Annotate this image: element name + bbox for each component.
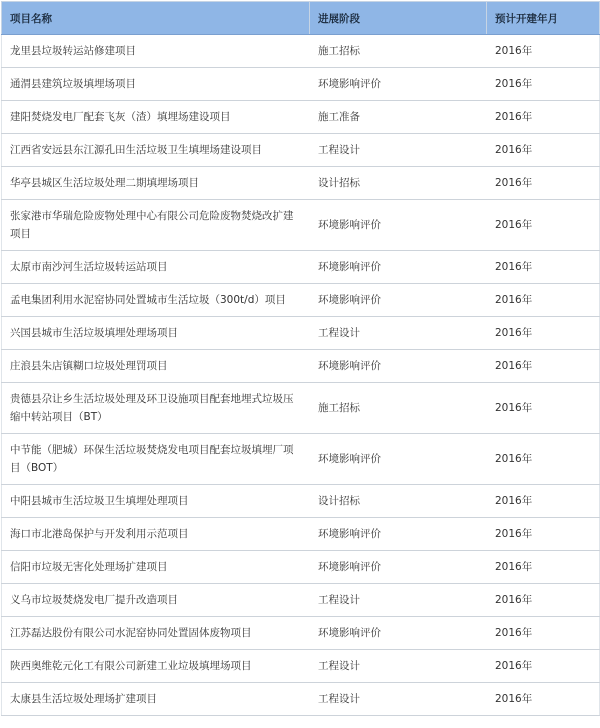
- table-row: [2, 383, 600, 434]
- project-name: 信阳市垃圾无害化处理场扩建项目: [2, 551, 310, 584]
- project-name: 太原市南沙河生活垃圾转运站项目: [2, 251, 310, 284]
- table-row: [2, 134, 600, 167]
- project-stage: 施工准备: [310, 101, 487, 134]
- header-row: [2, 2, 600, 35]
- table-row: [2, 35, 600, 68]
- project-name: 江西省安远县东江源孔田生活垃圾卫生填埋场建设项目: [2, 134, 310, 167]
- project-stage: 施工招标: [310, 35, 487, 68]
- project-year: 2016年: [487, 167, 600, 200]
- project-stage: 环境影响评价: [310, 350, 487, 383]
- project-year: 2016年: [487, 383, 600, 434]
- project-year: 2016年: [487, 518, 600, 551]
- project-name: 兴国县城市生活垃圾填埋处理场项目: [2, 317, 310, 350]
- table-row: [2, 200, 600, 251]
- project-table: [1, 1, 600, 716]
- project-name: 通渭县建筑垃圾填埋场项目: [2, 68, 310, 101]
- project-name: 庄浪县朱店镇糊口垃圾处理罚项目: [2, 350, 310, 383]
- project-stage: 施工招标: [310, 383, 487, 434]
- project-year: 2016年: [487, 584, 600, 617]
- table-row: [2, 683, 600, 716]
- project-year: 2016年: [487, 101, 600, 134]
- project-name: 贵德县尕让乡生活垃圾处理及环卫设施项目配套地埋式垃圾压缩中转站项目（BT）: [2, 383, 310, 434]
- table-row: [2, 284, 600, 317]
- project-stage: 环境影响评价: [310, 68, 487, 101]
- project-name: 张家港市华瑞危险废物处理中心有限公司危险废物焚烧改扩建项目: [2, 200, 310, 251]
- project-stage: 环境影响评价: [310, 200, 487, 251]
- project-stage: 环境影响评价: [310, 518, 487, 551]
- table-row: [2, 650, 600, 683]
- project-name: 龙里县垃圾转运站修建项目: [2, 35, 310, 68]
- project-name: 华亭县城区生活垃圾处理二期填埋场项目: [2, 167, 310, 200]
- project-name: 中阳县城市生活垃圾卫生填埋处理项目: [2, 485, 310, 518]
- table-row: [2, 518, 600, 551]
- project-year: 2016年: [487, 134, 600, 167]
- project-year: 2016年: [487, 617, 600, 650]
- project-stage: 环境影响评价: [310, 434, 487, 485]
- project-year: 2016年: [487, 251, 600, 284]
- project-name: 海口市北港岛保护与开发利用示范项目: [2, 518, 310, 551]
- table-row: [2, 251, 600, 284]
- project-name: 太康县生活垃圾处理场扩建项目: [2, 683, 310, 716]
- project-year: 2016年: [487, 434, 600, 485]
- project-year: 2016年: [487, 68, 600, 101]
- project-year: 2016年: [487, 551, 600, 584]
- table-row: [2, 350, 600, 383]
- project-year: 2016年: [487, 485, 600, 518]
- project-year: 2016年: [487, 350, 600, 383]
- table-row: [2, 485, 600, 518]
- table-row: [2, 167, 600, 200]
- project-year: 2016年: [487, 650, 600, 683]
- project-stage: 工程设计: [310, 650, 487, 683]
- header-name: 项目名称: [2, 2, 310, 35]
- project-stage: 环境影响评价: [310, 551, 487, 584]
- project-year: 2016年: [487, 200, 600, 251]
- project-stage: 设计招标: [310, 485, 487, 518]
- project-stage: 工程设计: [310, 584, 487, 617]
- project-name: 建阳焚烧发电厂配套飞灰（渣）填埋场建设项目: [2, 101, 310, 134]
- project-stage: 工程设计: [310, 134, 487, 167]
- project-name: 中节能（肥城）环保生活垃圾焚烧发电项目配套垃圾填埋厂项目（BOT）: [2, 434, 310, 485]
- table-row: [2, 617, 600, 650]
- table-row: [2, 101, 600, 134]
- project-name: 陕西奥维乾元化工有限公司新建工业垃圾填埋场项目: [2, 650, 310, 683]
- table-row: [2, 584, 600, 617]
- header-year: 预计开建年月: [487, 2, 600, 35]
- project-name: 江苏磊达股份有限公司水泥窑协同处置固体废物项目: [2, 617, 310, 650]
- project-stage: 环境影响评价: [310, 617, 487, 650]
- table-row: [2, 434, 600, 485]
- header-stage: 进展阶段: [310, 2, 487, 35]
- project-name: 义乌市垃圾焚烧发电厂提升改造项目: [2, 584, 310, 617]
- project-stage: 环境影响评价: [310, 251, 487, 284]
- project-stage: 设计招标: [310, 167, 487, 200]
- project-year: 2016年: [487, 683, 600, 716]
- table-row: [2, 68, 600, 101]
- project-stage: 工程设计: [310, 683, 487, 716]
- table-row: [2, 551, 600, 584]
- table-row: [2, 317, 600, 350]
- project-year: 2016年: [487, 35, 600, 68]
- project-year: 2016年: [487, 317, 600, 350]
- project-stage: 工程设计: [310, 317, 487, 350]
- project-year: 2016年: [487, 284, 600, 317]
- project-name: 孟电集团利用水泥窑协同处置城市生活垃圾（300t/d）项目: [2, 284, 310, 317]
- project-stage: 环境影响评价: [310, 284, 487, 317]
